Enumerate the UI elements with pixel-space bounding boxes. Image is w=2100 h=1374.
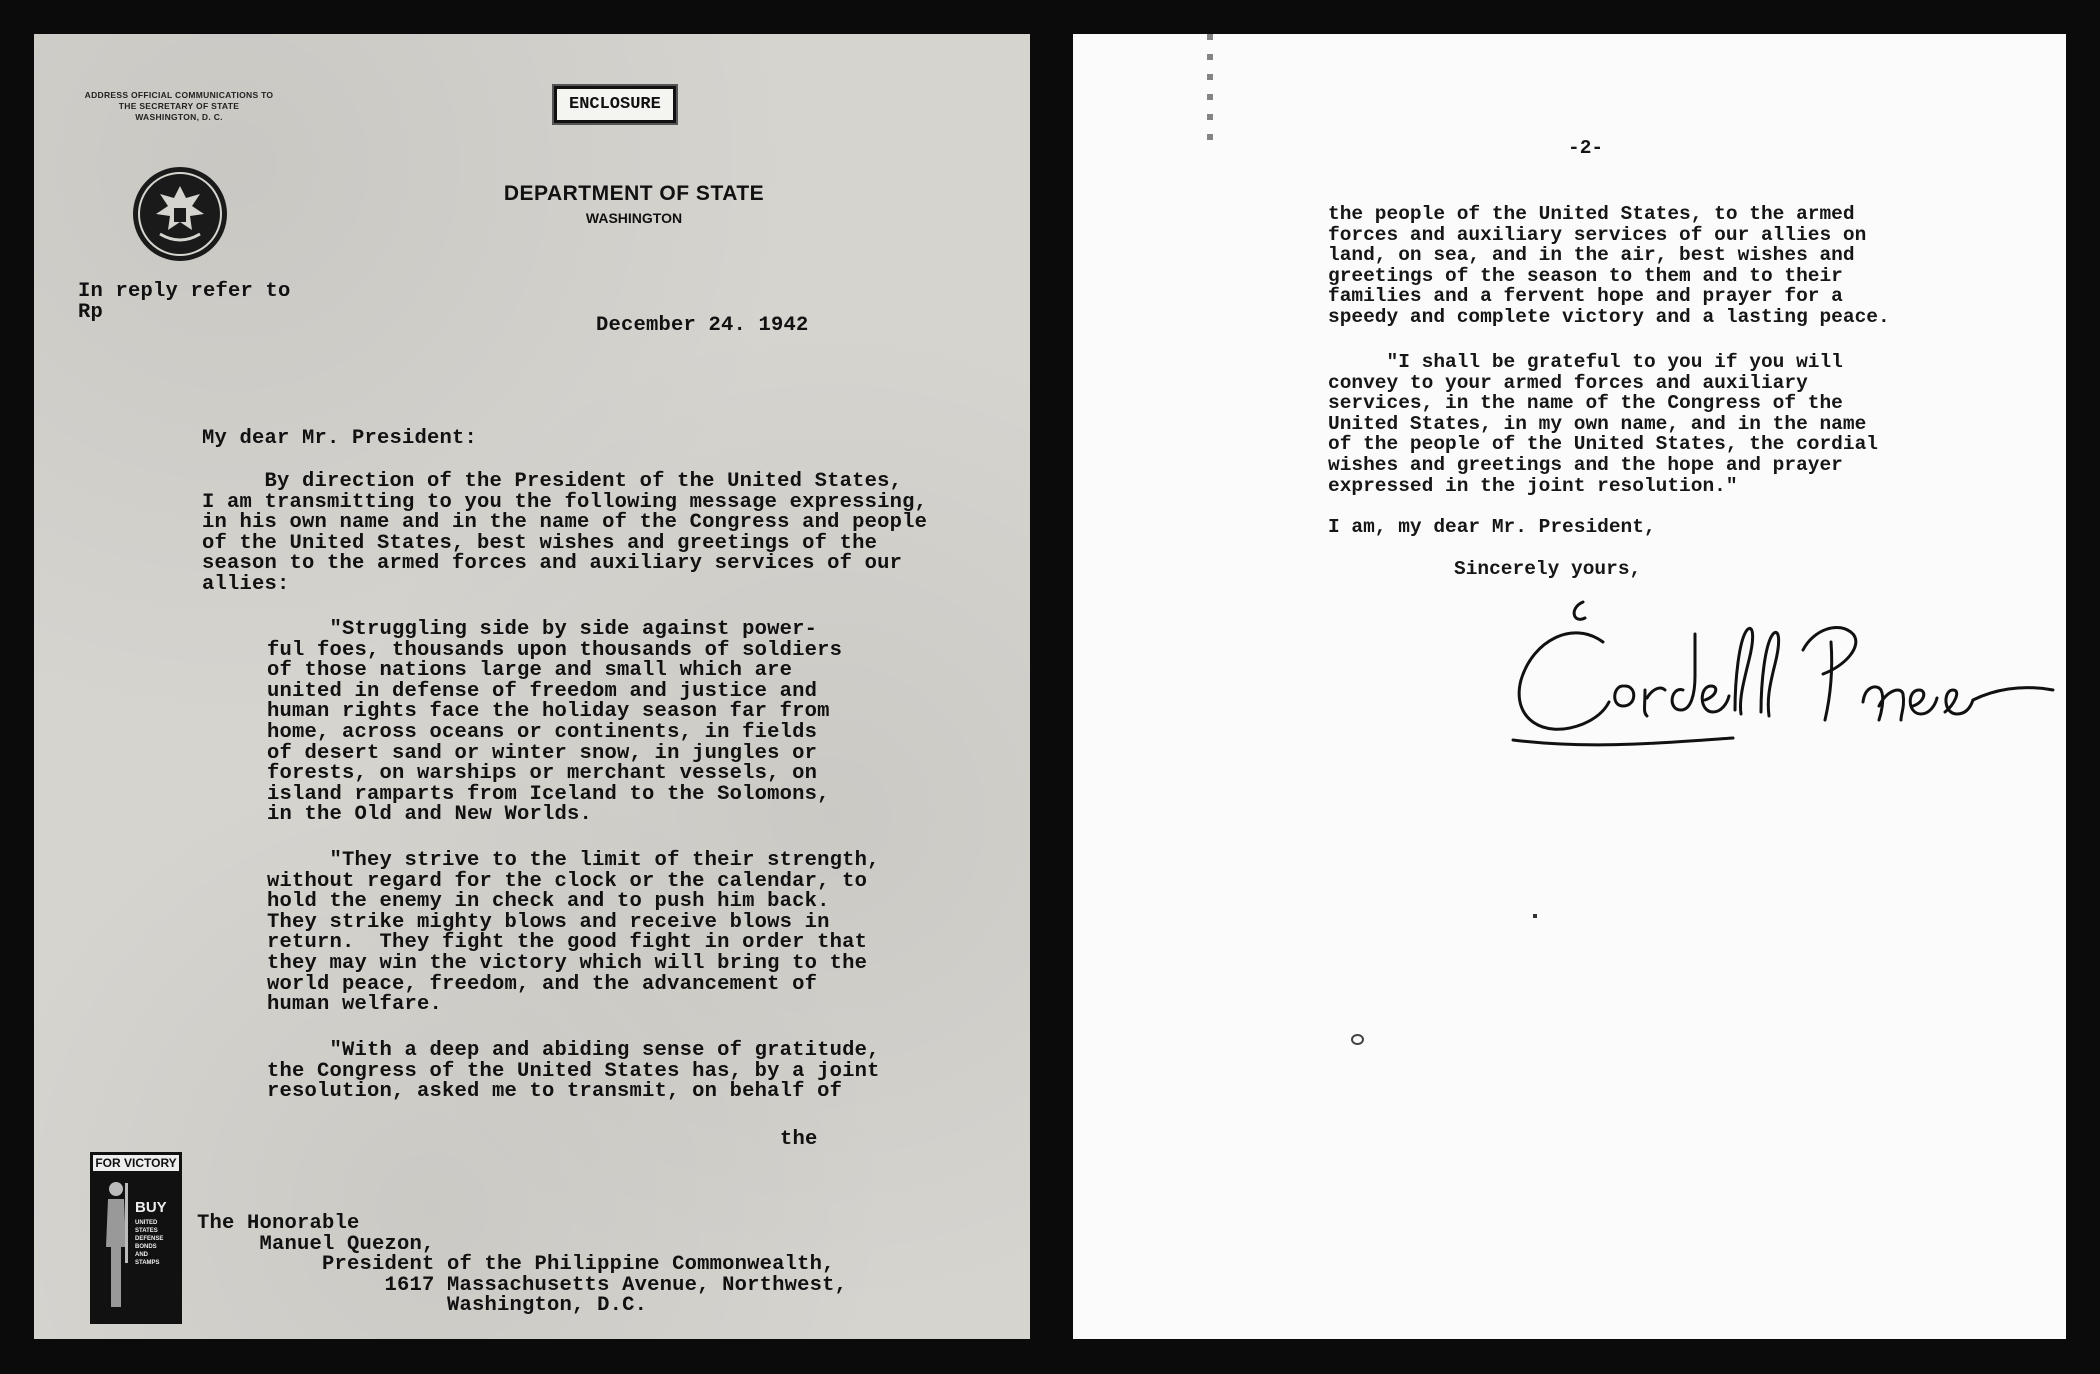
addressee-block — [197, 1214, 847, 1317]
fine-line: DEFENSE — [135, 1236, 164, 1242]
text-line: in his own name and in the name of the Congress and people — [202, 511, 928, 535]
letter-page-1 — [34, 34, 1030, 1339]
text-line: hold the enemy in check and to push him back. — [267, 890, 830, 914]
handwritten-signature — [1473, 590, 2066, 770]
address-note — [74, 90, 284, 123]
catchword: the — [780, 1128, 818, 1151]
text-line: Washington, D.C. — [197, 1294, 648, 1318]
text-line: home, across oceans or continents, in fields — [267, 720, 818, 744]
text-line: "I shall be grateful to you if you will — [1328, 351, 1843, 373]
text-line: human welfare. — [267, 993, 443, 1017]
text-line: of those nations large and small which are — [267, 659, 793, 683]
text-line: wishes and greetings and the hope and prayer — [1328, 453, 1843, 476]
fine-line: BONDS — [135, 1244, 157, 1250]
letterhead-title: DEPARTMENT OF STATE — [503, 182, 765, 205]
text-line: President of the Philippine Commonwealth, — [197, 1253, 835, 1277]
letterhead — [454, 182, 814, 226]
text-line: speedy and complete victory and a lasting peace. — [1328, 305, 1890, 328]
page-number: -2- — [1568, 137, 1604, 159]
enclosure-stamp-label: ENCLOSURE — [569, 95, 661, 114]
text-line: By direction of the President of the United States, — [202, 470, 903, 493]
text-line: of the people of the United States, the cordial — [1328, 433, 1878, 456]
text-line: convey to your armed forces and auxiliary — [1328, 371, 1808, 394]
victory-poster-buy: BUY — [135, 1199, 167, 1216]
text-line: expressed in the joint resolution." — [1328, 474, 1738, 497]
closing-quote-paragraph — [1328, 352, 1878, 496]
text-line: season to the armed forces and auxiliary services of our — [202, 552, 903, 576]
text-line: The Honorable — [197, 1212, 360, 1235]
text-line: allies: — [202, 572, 290, 596]
quote-paragraph-3 — [267, 1041, 880, 1103]
fine-line: STATES — [135, 1228, 158, 1234]
quote-paragraph-1 — [267, 620, 842, 826]
text-line: forests, on warships or merchant vessels, on — [267, 762, 818, 786]
fine-line: STAMPS — [135, 1260, 160, 1266]
fine-line: AND — [135, 1252, 148, 1258]
text-line: families and a fervent hope and prayer for a — [1328, 285, 1843, 308]
text-line: ful foes, thousands upon thousands of soldiers — [267, 638, 843, 662]
text-line: "Struggling side by side against power- — [267, 618, 818, 641]
text-line: the people of the United States, to the armed — [1328, 203, 1855, 225]
text-line: they may win the victory which will bring to the — [267, 951, 868, 975]
stray-mark — [1533, 914, 1537, 918]
stray-mark — [1351, 1034, 1364, 1045]
victory-bonds-poster — [90, 1152, 182, 1324]
text-line: "With a deep and abiding sense of gratitude, — [267, 1039, 880, 1062]
text-line: forces and auxiliary services of our allies on — [1328, 223, 1867, 246]
continuation-paragraph — [1328, 204, 1890, 328]
address-note-line: WASHINGTON, D. C. — [135, 112, 223, 122]
text-line: They strike mighty blows and receive blows in — [267, 910, 830, 934]
letter-date: December 24. 1942 — [596, 314, 809, 337]
text-line: of the United States, best wishes and greetings of the — [202, 531, 878, 555]
reply-reference-code: Rp — [78, 300, 104, 324]
text-line: without regard for the clock or the calendar, to — [267, 869, 868, 893]
text-line: Manuel Quezon, — [197, 1232, 435, 1256]
address-note-line: ADDRESS OFFICIAL COMMUNICATIONS TO — [84, 90, 274, 100]
enclosure-stamp — [554, 86, 676, 123]
fine-line: UNITED — [135, 1220, 158, 1226]
victory-poster-header: FOR VICTORY — [93, 1155, 179, 1171]
text-line: island ramparts from Iceland to the Solomons, — [267, 782, 830, 806]
soldier-figure-icon — [99, 1177, 133, 1317]
text-line: human rights face the holiday season far from — [267, 700, 830, 724]
text-line: greetings of the season to them and to their — [1328, 264, 1843, 287]
text-line: "They strive to the limit of their strength, — [267, 849, 880, 872]
address-note-line: THE SECRETARY OF STATE — [118, 101, 240, 111]
text-line: 1617 Massachusetts Avenue, Northwest, — [197, 1273, 848, 1297]
text-line: return. They fight the good fight in order that — [267, 931, 868, 955]
text-line: services, in the name of the Congress of the — [1328, 392, 1843, 415]
text-line: in the Old and New Worlds. — [267, 803, 593, 827]
text-line: the Congress of the United States has, by a joint — [267, 1059, 880, 1083]
text-line: United States, in my own name, and in the name — [1328, 412, 1867, 435]
text-line: I am transmitting to you the following message expressing, — [202, 490, 928, 514]
salutation: My dear Mr. President: — [202, 427, 478, 450]
text-line: world peace, freedom, and the advancement of — [267, 972, 818, 996]
text-line: united in defense of freedom and justice and — [267, 679, 818, 703]
text-line: of desert sand or winter snow, in jungles or — [267, 741, 818, 765]
text-line: resolution, asked me to transmit, on behalf of — [267, 1080, 843, 1104]
binding-marks — [1207, 34, 1213, 144]
reply-reference — [78, 282, 291, 323]
letterhead-city: WASHINGTON — [585, 210, 683, 226]
quote-paragraph-2 — [267, 851, 880, 1016]
signoff: Sincerely yours, — [1454, 558, 1642, 580]
paragraph-intro — [202, 472, 927, 596]
department-seal-icon — [130, 164, 230, 264]
victory-poster-fine-print — [135, 1219, 179, 1267]
letter-page-2 — [1073, 34, 2066, 1339]
closing-line: I am, my dear Mr. President, — [1328, 516, 1656, 538]
text-line: land, on sea, and in the air, best wishes and — [1328, 244, 1855, 267]
reply-reference-line: In reply refer to — [78, 280, 291, 303]
